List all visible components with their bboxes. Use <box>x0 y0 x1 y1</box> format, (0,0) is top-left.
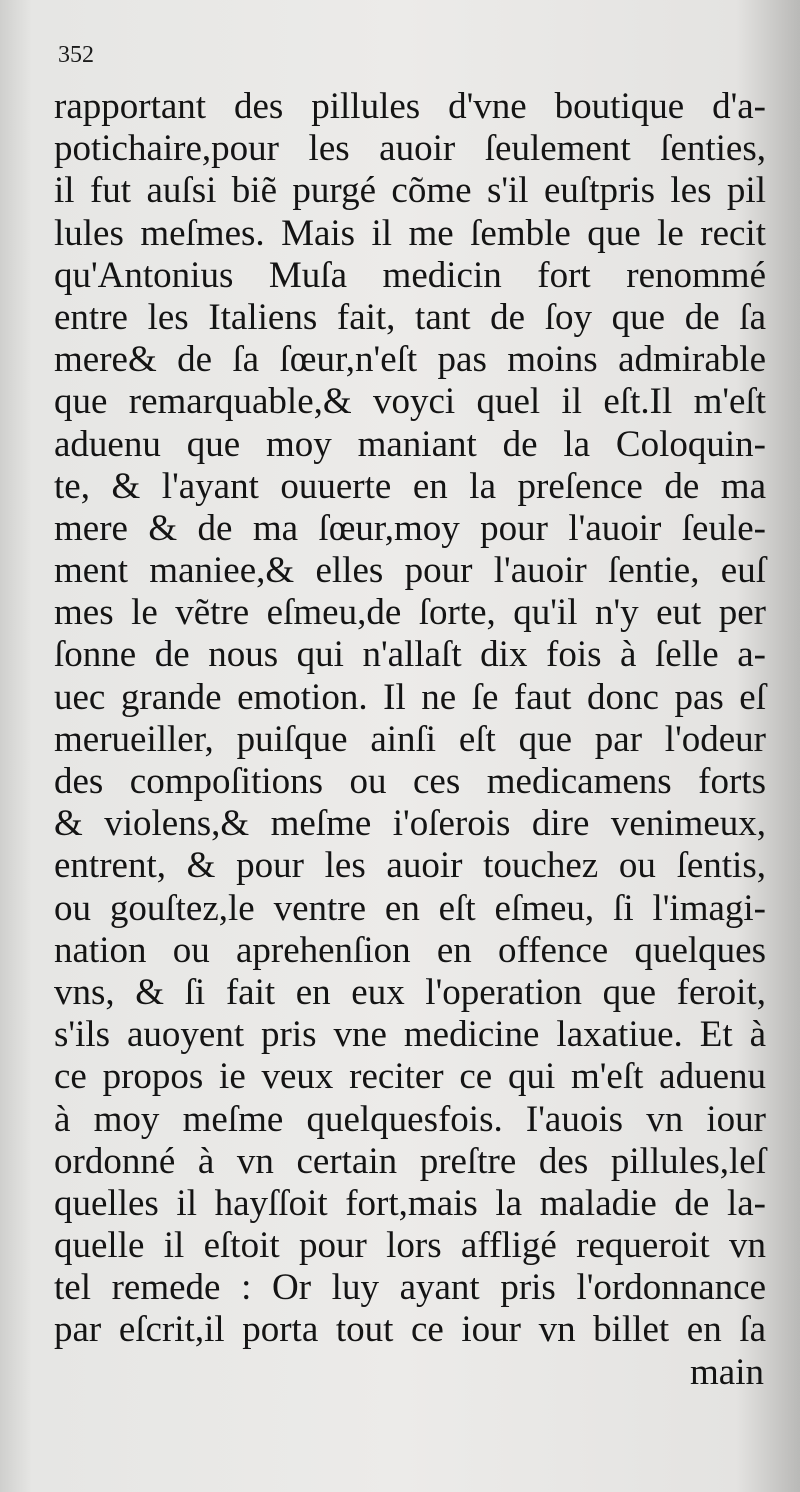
text-line: entre les Italiens fait, tant de ſoy que de ſa <box>54 296 766 338</box>
text-line: aduenu que moy maniant de la Coloquin- <box>54 423 766 465</box>
text-line: uec grande emotion. Il ne ſe faut donc pas eſ <box>54 676 766 718</box>
text-line: quelle il eſtoit pour lors affligé requeroit vn <box>54 1225 766 1267</box>
text-line: mes le vẽtre eſmeu,de ſorte, qu'il n'y eut per <box>54 592 766 634</box>
text-line: par eſcrit,il porta tout ce iour vn billet en ſa <box>54 1309 766 1351</box>
text-line: à moy meſme quelquesfois. I'auois vn iour <box>54 1098 766 1140</box>
text-line: mere & de ma ſœur,moy pour l'auoir ſeule- <box>54 507 766 549</box>
text-line: potichaire,pour les auoir ſeulement ſenties, <box>54 128 766 170</box>
text-line: ou gouſtez,le ventre en eſt eſmeu, ſi l'imagi- <box>54 887 766 929</box>
text-line: & violens,& meſme i'oſerois dire venimeux, <box>54 803 766 845</box>
text-line: ce propos ie veux reciter ce qui m'eſt aduenu <box>54 1056 766 1098</box>
text-line: que remarquable,& voyci quel il eſt.Il m'eſt <box>54 381 766 423</box>
text-line: tel remede : Or luy ayant pris l'ordonnance <box>54 1267 766 1309</box>
text-line: il fut auſsi biẽ purgé cõme s'il euſtpris les pil <box>54 170 766 212</box>
text-line: te, & l'ayant ouuerte en la preſence de ma <box>54 465 766 507</box>
text-line: ordonné à vn certain preſtre des pillules,leſ <box>54 1140 766 1182</box>
page-number: 352 <box>58 42 94 68</box>
text-line: entrent, & pour les auoir touchez ou ſentis, <box>54 845 766 887</box>
text-line: nation ou aprehenſion en offence quelques <box>54 929 766 971</box>
text-line: ment maniee,& elles pour l'auoir ſentie, euſ <box>54 550 766 592</box>
text-line: merueiller, puiſque ainſi eſt que par l'odeur <box>54 718 766 760</box>
catchword: main <box>690 1351 764 1393</box>
text-line: quelles il hayſſoit fort,mais la maladie de la- <box>54 1182 766 1224</box>
text-line: rapportant des pillules d'vne boutique d'a- <box>54 86 766 127</box>
text-line: vns, & ſi fait en eux l'operation que feroit, <box>54 971 766 1013</box>
text-line: s'ils auoyent pris vne medicine laxatiue. Et à <box>54 1014 766 1056</box>
body-text <box>54 86 766 1394</box>
text-line: qu'Antonius Muſa medicin fort renommé <box>54 254 766 296</box>
text-line: des compoſitions ou ces medicamens forts <box>54 761 766 802</box>
text-line: lules meſmes. Mais il me ſemble que le recit <box>54 212 766 254</box>
text-line: mere& de ſa ſœur,n'eſt pas moins admirable <box>54 339 766 381</box>
text-line: ſonne de nous qui n'allaſt dix fois à ſelle a- <box>54 634 766 676</box>
